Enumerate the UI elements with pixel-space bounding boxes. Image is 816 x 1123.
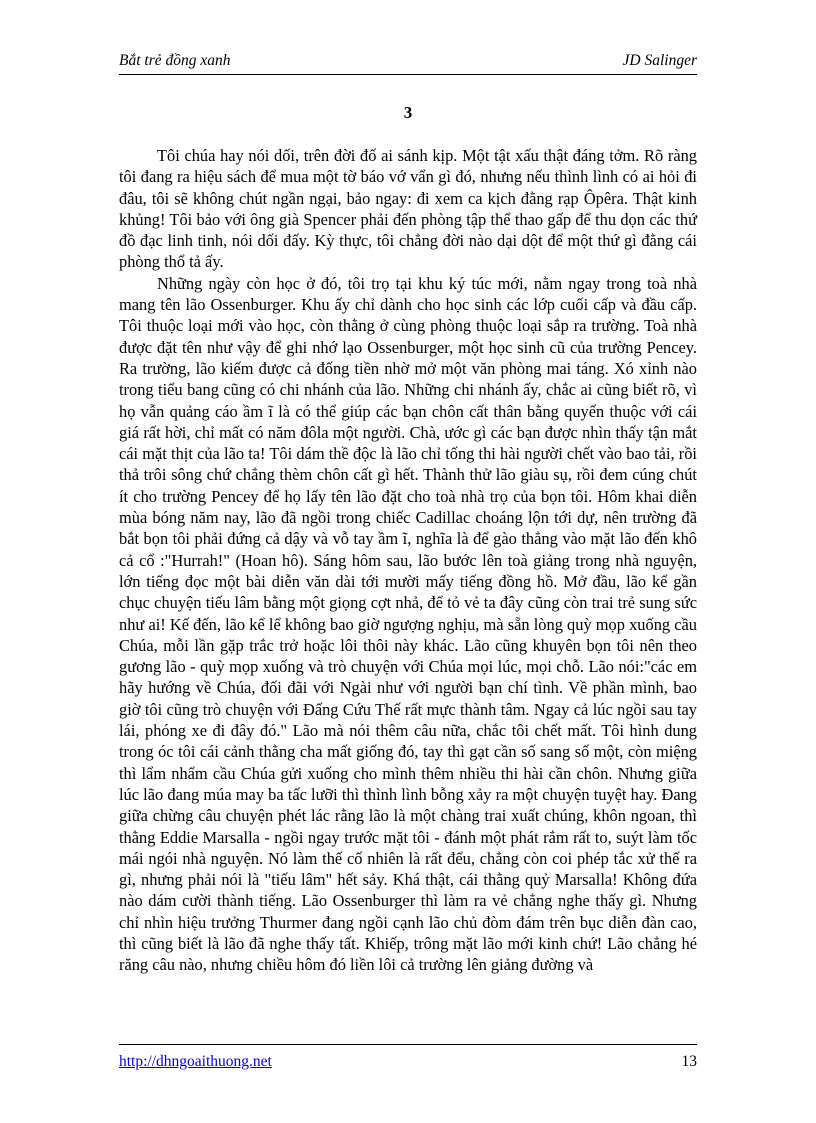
author-name: JD Salinger — [622, 52, 697, 69]
paragraph: Những ngày còn học ở đó, tôi trọ tại khu ký túc mới, nằm ngay trong toà nhà mang tên lão Ossenburger. Khu ấy chỉ dành cho học sinh các lớp cuối cấp và đầu cấp. Tôi thuộc loại mới vào học, còn thằng ở cùng phòng thuộc loại sắp ra trường. Toà nhà được đặt tên như vậy để ghi nhớ lạo Ossenburger, một học sinh cũ của trường Pencey. Ra trường, lão kiếm được cả đống tiền nhờ mở một văn phòng mai táng. Xó xỉnh nào trong tiểu bang cũng có chi nhánh của lão. Những chi nhánh ấy, chắc ai cũng biết rõ, vì họ vẫn quảng cáo ầm ĩ là có thể giúp các bạn chôn cất thân bằng quyến thuộc với cái giá rất hời, chỉ mất có năm đôla một người. Chà, ước gì các bạn được nhìn thấy tận mắt cái mặt thịt của lão ta! Tôi dám thề độc là lão chỉ tống thi hài người chết vào bao tải, rồi thả trôi sông chứ chẳng thèm chôn cất gì hết. Thành thử lão giàu sụ, rồi đem cúng chút ít cho trường Pencey để họ lấy tên lão đặt cho toà nhà trọ của bọn tôi. Hôm khai diễn mùa bóng năm nay, lão đã ngồi trong chiếc Cadillac choáng lộn tới dự, nên trường đã bắt bọn tôi phải đứng cả dậy và vỗ tay ầm ĩ, nghĩa là để gào thẳng vào mặt lão đến khô cả cổ :"Hurrah!" (Hoan hô). Sáng hôm sau, lão bước lên toà giảng trong nhà nguyện, lớn tiếng đọc một bài diễn văn dài tới mười mấy tiếng đồng hồ. Mở đầu, lão kể gần chục chuyện tiếu lâm bằng một giọng cợt nhả, để tỏ vẻ ta đây cũng còn trai trẻ sung sức như ai! Kế đến, lão kể lể không bao giờ ngượng nghịu, mà sẵn lòng quỳ mọp xuống cầu Chúa, mỗi lần gặp trắc trở hoặc lôi thôi này khác. Lão cũng khuyên bọn tôi nên theo gương lão - quỳ mọp xuống và trò chuyện với Chúa mọi lúc, mọi chỗ. Lão nói:"các em hãy hướng về Chúa, đối đãi với Ngài như với người bạn chí tình. Về phần mình, bao giờ tôi cũng trò chuyện với Đấng Cứu Thế rất mực thành tâm. Ngay cả lúc ngồi sau tay lái, phóng xe đi đây đó." Lão mà nói thêm câu nữa, chắc tôi chết mất. Tôi hình dung trong óc tôi cái cảnh thằng cha mất giống đó, tay thì gạt cần số sang số một, còn miệng thì lẩm nhẩm cầu Chúa gửi xuống cho mình thêm nhiều thi hài cần chôn. Nhưng giữa lúc lão đang múa may ba tấc lưỡi thì thình lình bỗng xảy ra một chuyện tuyệt hay. Đang giữa chừng câu chuyện phét lác rằng lão là một chàng trai xuất chúng, khôn ngoan, thì thằng Eddie Marsalla - ngồi ngay trước mặt tôi - đánh một phát rắm rất to, suýt làm tốc mái ngói nhà nguyện. Nó làm thế cố nhiên là rất đểu, chẳng còn coi phép tắc xử thế ra gì, nhưng phải nói là "tiếu lâm" hết sảy. Khá thật, cái thằng quỷ Marsalla! Không đứa nào dám cười thành tiếng. Lão Ossenburger thì làm ra vẻ chẳng nghe thấy gì. Nhưng chỉ nhìn hiệu trưởng Thurmer đang ngồi cạnh lão chủ đòm đám trên bục diễn đàn cao, thì cũng biết là lão đã nghe thấy tất. Khiếp, trông mặt lão mới kinh chứ! Lão chẳng hé răng câu nào, nhưng chiều hôm đó liền lôi cả trường lên giảng đường và — [119, 273, 697, 975]
page-footer — [119, 1044, 697, 1073]
book-title: Bắt trẻ đồng xanh — [119, 52, 231, 69]
page-number: 13 — [681, 1053, 697, 1070]
website-link[interactable]: http://dhngoaithuong.net — [119, 1053, 272, 1070]
chapter-body — [119, 145, 697, 976]
chapter-number: 3 — [403, 103, 413, 122]
page-header — [119, 50, 697, 75]
paragraph: Tôi chúa hay nói dối, trên đời đố ai sánh kịp. Một tật xấu thật đáng tởm. Rõ ràng tôi đang ra hiệu sách để mua một tờ báo vớ vẩn gì đó, nhưng nếu thình lình có ai hỏi đi đâu, tôi sẽ không chút ngần ngại, bảo ngay: đi xem ca kịch đằng rạp Ôpêra. Thật kinh khủng! Tôi bảo với ông già Spencer phải đến phòng tập thể thao gấp để thu dọn các thứ đồ đạc linh tinh, nói dối đấy. Kỳ thực, tôi chẳng đời nào dại dột để một thứ gì đằng cái phòng thổ tả ấy. — [119, 146, 697, 272]
